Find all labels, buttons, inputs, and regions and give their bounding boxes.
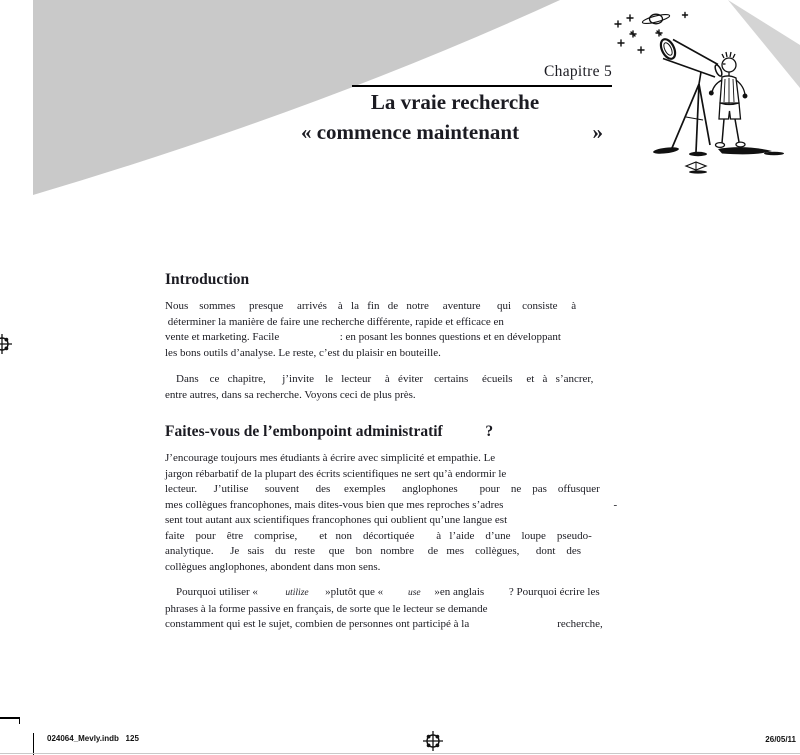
crop-mark-horizontal: [0, 717, 20, 719]
paragraph-1: [165, 299, 633, 361]
italic-word: utilize: [285, 588, 309, 598]
paragraph-line: faite pour être comprise, et non décortiquée à l’aide d’une loupe pseudo-: [165, 529, 592, 542]
paragraph-line: phrases à la forme passive en français, de sorte que le lecteur se demande: [165, 602, 488, 615]
paragraph-line: collègues anglophones, abondent dans mon sens.: [165, 560, 381, 573]
stars-icon: [615, 13, 688, 54]
saturn-icon: [642, 13, 671, 26]
paragraph-line: vente et marketing. Facile : en posant les bonnes questions et en développant: [165, 331, 561, 343]
book-icon: [686, 162, 707, 174]
paragraph-line: sent tout autant aux scientifiques francophones qui oublient qu’une langue est: [165, 514, 508, 526]
italic-word: use: [407, 588, 421, 598]
paragraph-line: entre autres, dans sa recherche. Voyons ceci de plus près.: [165, 388, 416, 401]
paragraph-3: [165, 451, 633, 575]
page-title-line2: « commence maintenant »: [300, 120, 604, 144]
paragraph-line: mes collègues francophones, mais dites-vous bien que mes reproches s’adres -: [165, 498, 618, 511]
registration-mark-bottom-icon: [422, 730, 444, 752]
telescope-icon: [658, 37, 723, 152]
paragraph-line: lecteur. J’utilise souvent des exemples anglophones pour ne pas offusquer: [165, 483, 600, 495]
bottom-edge-line: [0, 753, 800, 754]
chapter-rule: [352, 85, 612, 87]
crop-mark-tick: [19, 717, 21, 724]
section-heading: Faites-vous de l’embonpoint administratif ?: [165, 423, 494, 440]
paragraph-line: Dans ce chapitre, j’invite le lecteur à éviter certains écueils et à s’ancrer,: [165, 373, 594, 385]
text-run: Pourquoi utiliser «: [165, 586, 286, 598]
paragraph-line: J’encourage toujours mes étudiants à écrire avec simplicité et empathie. Le: [165, 452, 496, 464]
telescope-illustration: [606, 2, 786, 182]
paragraph-line: les bons outils d’analyse. Le reste, c’est du plaisir en bouteille.: [165, 346, 441, 359]
paragraph-line: jargon rébarbatif de la plupart des écrits scientifiques ne sert qu’à endormir le: [165, 467, 507, 480]
crop-mark-vertical: [33, 733, 34, 755]
paragraph-line: analytique. Je sais du reste que bon nombre de mes collègues, dont des: [165, 545, 582, 557]
footer-filename: 024064_Mevly.indb 125: [47, 734, 139, 743]
footer-date: 26/05/11: [765, 735, 796, 744]
page-title-line1: La vraie recherche: [370, 90, 540, 114]
chapter-label: Chapitre 5: [544, 63, 612, 80]
text-run: »en anglais ? Pourquoi écrire les: [420, 586, 600, 598]
paragraph-4: [165, 585, 633, 633]
intro-heading: Introduction: [165, 271, 250, 288]
paragraph-2: [165, 372, 633, 403]
paragraph-line: constamment qui est le sujet, combien de personnes ont participé à la recherche,: [165, 618, 603, 630]
registration-mark-left-icon: [0, 333, 13, 355]
text-run: »plutôt que «: [308, 586, 408, 598]
paragraph-line: déterminer la manière de faire une recherche différente, rapide et efficace en: [165, 315, 504, 328]
paragraph-line: Nous sommes presque arrivés à la fin de notre aventure qui consiste à: [165, 300, 577, 312]
paragraph-line: [165, 585, 633, 602]
